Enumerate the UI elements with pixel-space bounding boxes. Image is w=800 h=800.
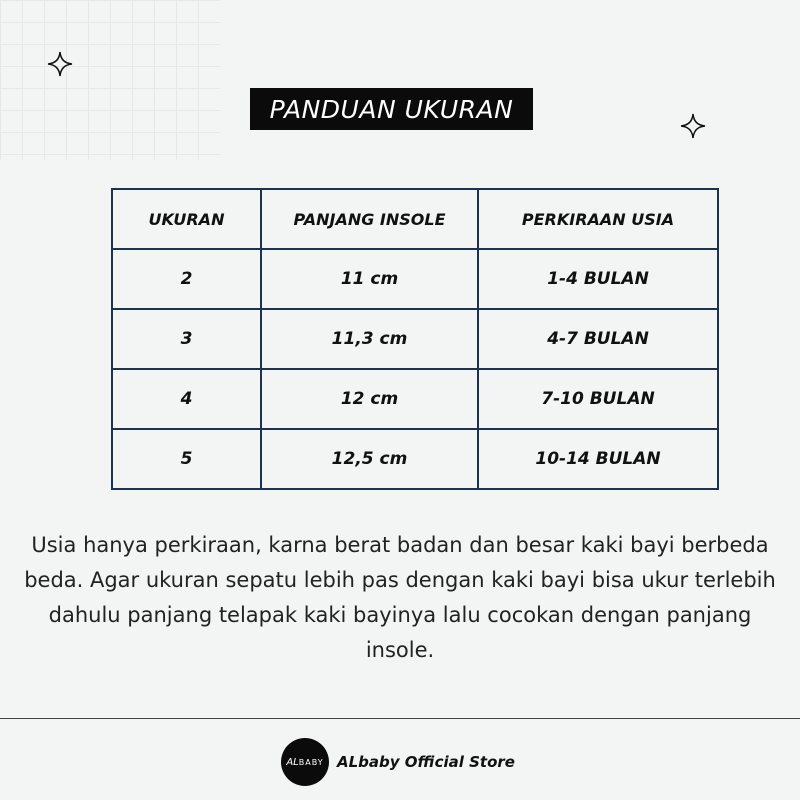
size-note: Usia hanya perkiraan, karna berat badan dan besar kaki bayi berbeda beda. Agar ukuran sepatu lebih pas dengan kaki bayi bisa ukur terlebih dahulu panjang telapak kaki bayinya lalu cocokan dengan panjang insole. — [24, 533, 776, 662]
footer — [281, 738, 515, 786]
table-cell: 12,5 cm — [261, 429, 478, 489]
store-logo: AL BABY — [281, 738, 329, 786]
page-title: PANDUAN UKURAN — [250, 88, 533, 130]
table-cell: 3 — [112, 309, 261, 369]
table-cell: 12 cm — [261, 369, 478, 429]
table-cell: 1-4 BULAN — [478, 249, 718, 309]
table-cell: 7-10 BULAN — [478, 369, 718, 429]
table-cell: 4 — [112, 369, 261, 429]
table-row — [112, 249, 718, 309]
table-cell: 10-14 BULAN — [478, 429, 718, 489]
background-grid — [0, 0, 220, 160]
table-cell: 11,3 cm — [261, 309, 478, 369]
table-row — [112, 369, 718, 429]
size-table — [111, 188, 719, 490]
sparkle-icon — [47, 51, 73, 77]
table-row — [112, 309, 718, 369]
table-cell: 11 cm — [261, 249, 478, 309]
divider — [0, 718, 800, 719]
table-cell: 4-7 BULAN — [478, 309, 718, 369]
table-row — [112, 429, 718, 489]
table-cell: 2 — [112, 249, 261, 309]
sparkle-icon — [680, 113, 706, 139]
header-cell: UKURAN — [112, 189, 261, 249]
header-cell: PANJANG INSOLE — [261, 189, 478, 249]
header-cell: PERKIRAAN USIA — [478, 189, 718, 249]
store-name: ALbaby Official Store — [337, 753, 515, 771]
table-cell: 5 — [112, 429, 261, 489]
table-header-row — [112, 189, 718, 249]
